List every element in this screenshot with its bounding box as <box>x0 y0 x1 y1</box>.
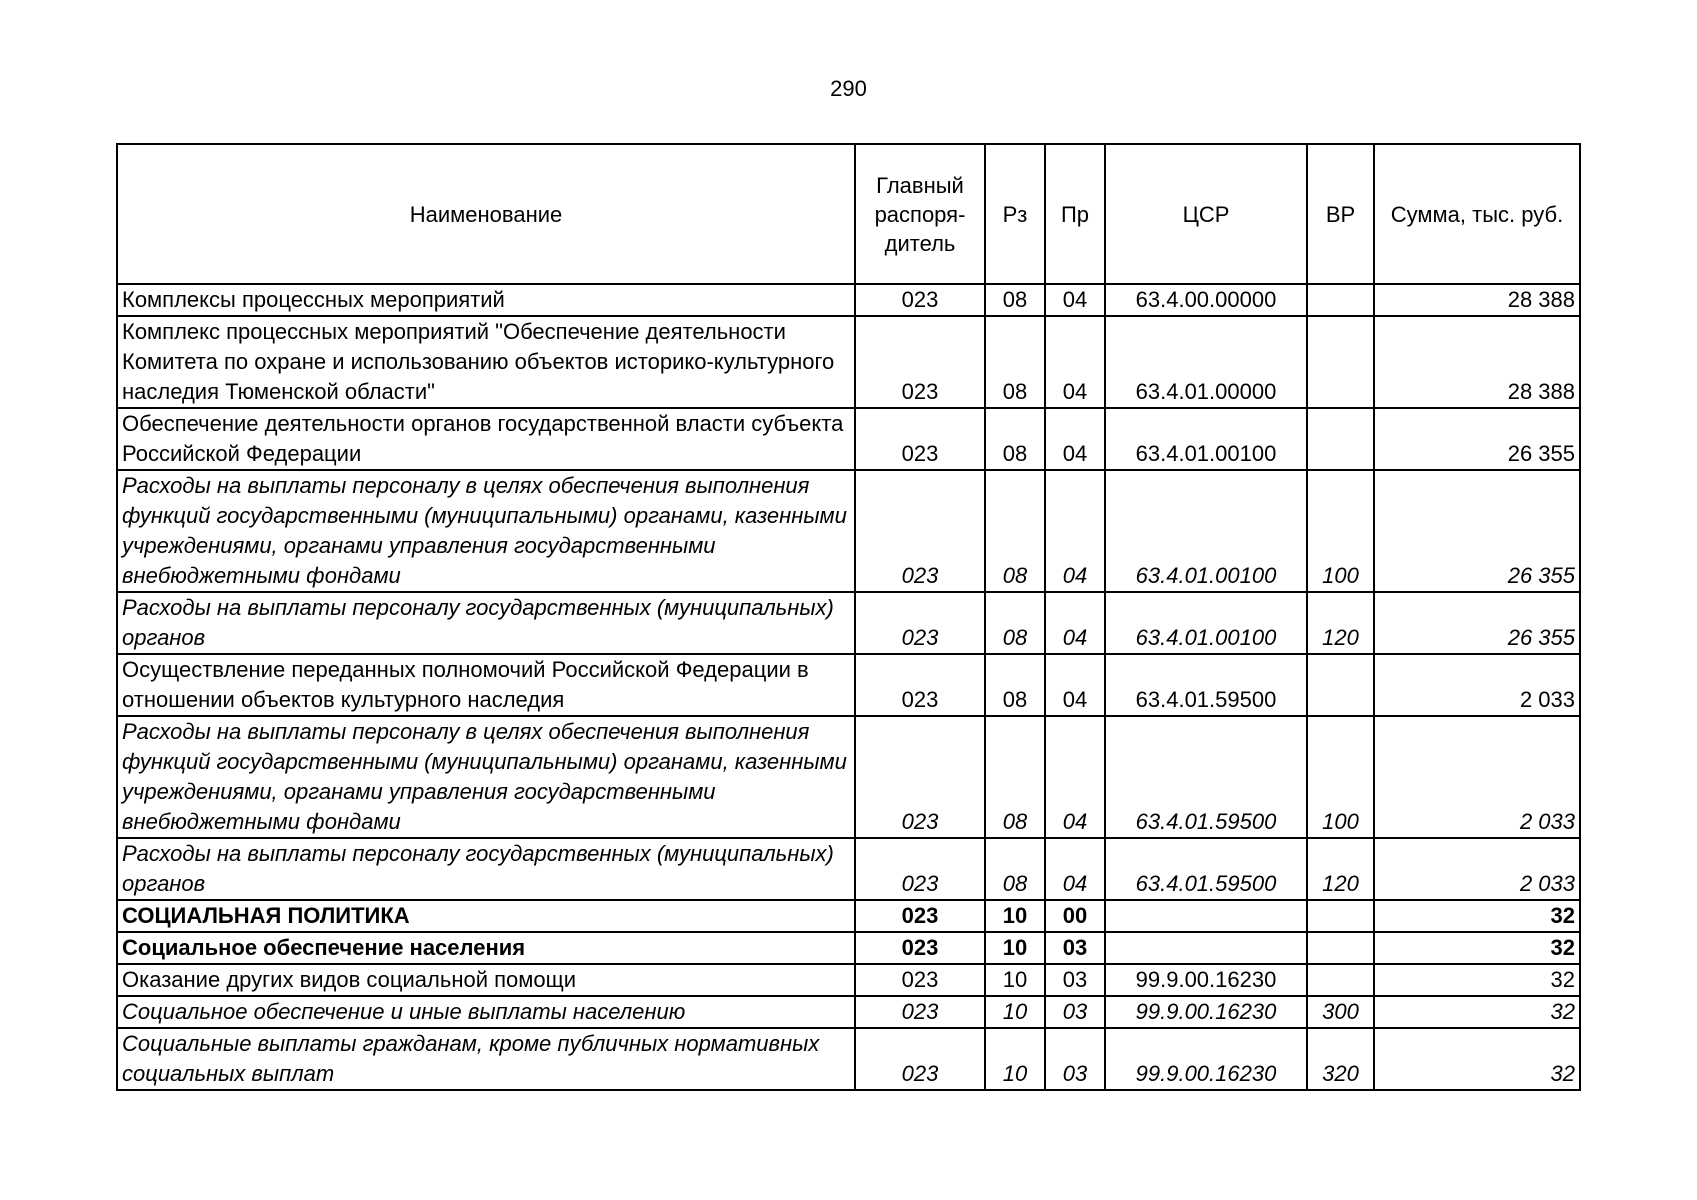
table-row <box>117 284 1580 316</box>
cell-rz: 10 <box>985 996 1045 1028</box>
cell-pr: 03 <box>1045 996 1105 1028</box>
cell-name: Оказание других видов социальной помощи <box>117 964 855 996</box>
cell-sum: 2 033 <box>1374 654 1580 716</box>
cell-sum: 26 355 <box>1374 592 1580 654</box>
cell-sum: 2 033 <box>1374 716 1580 838</box>
cell-vr: 120 <box>1307 838 1374 900</box>
cell-vr: 120 <box>1307 592 1374 654</box>
cell-csr: 63.4.01.00100 <box>1105 592 1307 654</box>
cell-vr <box>1307 284 1374 316</box>
cell-csr: 63.4.01.59500 <box>1105 838 1307 900</box>
cell-glav: 023 <box>855 316 985 408</box>
cell-vr: 320 <box>1307 1028 1374 1090</box>
cell-pr: 03 <box>1045 1028 1105 1090</box>
cell-sum: 32 <box>1374 964 1580 996</box>
cell-sum: 2 033 <box>1374 838 1580 900</box>
table-row <box>117 1028 1580 1090</box>
cell-rz: 08 <box>985 716 1045 838</box>
cell-name: Комплексы процессных мероприятий <box>117 284 855 316</box>
cell-rz: 08 <box>985 284 1045 316</box>
cell-vr <box>1307 964 1374 996</box>
cell-sum: 28 388 <box>1374 316 1580 408</box>
cell-name: Социальное обеспечение и иные выплаты населению <box>117 996 855 1028</box>
table-row <box>117 654 1580 716</box>
table-row <box>117 838 1580 900</box>
cell-name: Расходы на выплаты персоналу государственных (муниципальных) органов <box>117 838 855 900</box>
cell-rz: 08 <box>985 408 1045 470</box>
cell-name: Социальные выплаты гражданам, кроме публичных нормативных социальных выплат <box>117 1028 855 1090</box>
cell-vr <box>1307 654 1374 716</box>
cell-vr: 100 <box>1307 470 1374 592</box>
cell-name: Расходы на выплаты персоналу в целях обеспечения выполнения функций государственными (муниципальными) органами, казенными учреждениями, органами управления государственными внебюджетными фондами <box>117 470 855 592</box>
cell-glav: 023 <box>855 592 985 654</box>
cell-rz: 10 <box>985 964 1045 996</box>
cell-glav: 023 <box>855 838 985 900</box>
cell-pr: 04 <box>1045 592 1105 654</box>
cell-sum: 32 <box>1374 932 1580 964</box>
cell-rz: 08 <box>985 592 1045 654</box>
cell-sum: 32 <box>1374 900 1580 932</box>
header-sum: Сумма, тыс. руб. <box>1374 144 1580 284</box>
cell-pr: 04 <box>1045 654 1105 716</box>
cell-glav: 023 <box>855 932 985 964</box>
cell-glav: 023 <box>855 1028 985 1090</box>
cell-name: Осуществление переданных полномочий Российской Федерации в отношении объектов культурного наследия <box>117 654 855 716</box>
cell-csr: 99.9.00.16230 <box>1105 1028 1307 1090</box>
cell-sum: 26 355 <box>1374 408 1580 470</box>
header-glav: Главный распоря-дитель <box>855 144 985 284</box>
page-number: 290 <box>830 76 867 101</box>
header-vr: ВР <box>1307 144 1374 284</box>
cell-rz: 10 <box>985 932 1045 964</box>
cell-glav: 023 <box>855 470 985 592</box>
header-rz: Рз <box>985 144 1045 284</box>
table-header-row <box>117 144 1580 284</box>
table-row <box>117 900 1580 932</box>
cell-csr: 99.9.00.16230 <box>1105 996 1307 1028</box>
cell-sum: 32 <box>1374 1028 1580 1090</box>
table-row <box>117 316 1580 408</box>
cell-vr <box>1307 932 1374 964</box>
cell-csr: 63.4.01.59500 <box>1105 716 1307 838</box>
cell-sum: 32 <box>1374 996 1580 1028</box>
cell-vr <box>1307 316 1374 408</box>
cell-glav: 023 <box>855 900 985 932</box>
cell-glav: 023 <box>855 284 985 316</box>
cell-name: Обеспечение деятельности органов государственной власти субъекта Российской Федерации <box>117 408 855 470</box>
table-row <box>117 716 1580 838</box>
cell-csr: 99.9.00.16230 <box>1105 964 1307 996</box>
cell-pr: 04 <box>1045 838 1105 900</box>
cell-rz: 08 <box>985 470 1045 592</box>
cell-name: Расходы на выплаты персоналу государственных (муниципальных) органов <box>117 592 855 654</box>
table-row <box>117 592 1580 654</box>
cell-vr <box>1307 900 1374 932</box>
cell-pr: 04 <box>1045 716 1105 838</box>
cell-pr: 04 <box>1045 408 1105 470</box>
cell-rz: 10 <box>985 900 1045 932</box>
cell-glav: 023 <box>855 964 985 996</box>
cell-csr: 63.4.00.00000 <box>1105 284 1307 316</box>
cell-glav: 023 <box>855 996 985 1028</box>
cell-vr: 300 <box>1307 996 1374 1028</box>
cell-name: СОЦИАЛЬНАЯ ПОЛИТИКА <box>117 900 855 932</box>
header-csr: ЦСР <box>1105 144 1307 284</box>
cell-glav: 023 <box>855 716 985 838</box>
cell-glav: 023 <box>855 654 985 716</box>
cell-rz: 08 <box>985 654 1045 716</box>
cell-pr: 04 <box>1045 284 1105 316</box>
cell-csr: 63.4.01.00100 <box>1105 470 1307 592</box>
header-pr: Пр <box>1045 144 1105 284</box>
cell-rz: 08 <box>985 838 1045 900</box>
table-row <box>117 470 1580 592</box>
table-row <box>117 996 1580 1028</box>
cell-vr <box>1307 408 1374 470</box>
cell-csr <box>1105 932 1307 964</box>
budget-table <box>116 143 1581 1091</box>
cell-csr <box>1105 900 1307 932</box>
cell-pr: 04 <box>1045 316 1105 408</box>
cell-csr: 63.4.01.00100 <box>1105 408 1307 470</box>
cell-csr: 63.4.01.00000 <box>1105 316 1307 408</box>
cell-csr: 63.4.01.59500 <box>1105 654 1307 716</box>
cell-sum: 26 355 <box>1374 470 1580 592</box>
header-name: Наименование <box>117 144 855 284</box>
cell-pr: 03 <box>1045 964 1105 996</box>
table-row <box>117 932 1580 964</box>
cell-name: Расходы на выплаты персоналу в целях обеспечения выполнения функций государственными (муниципальными) органами, казенными учреждениями, органами управления государственными внебюджетными фондами <box>117 716 855 838</box>
table-row <box>117 964 1580 996</box>
cell-vr: 100 <box>1307 716 1374 838</box>
cell-name: Комплекс процессных мероприятий "Обеспечение деятельности Комитета по охране и использованию объектов историко-культурного наследия Тюменской области" <box>117 316 855 408</box>
cell-sum: 28 388 <box>1374 284 1580 316</box>
cell-pr: 00 <box>1045 900 1105 932</box>
cell-name: Социальное обеспечение населения <box>117 932 855 964</box>
cell-rz: 08 <box>985 316 1045 408</box>
cell-rz: 10 <box>985 1028 1045 1090</box>
cell-pr: 04 <box>1045 470 1105 592</box>
cell-glav: 023 <box>855 408 985 470</box>
cell-pr: 03 <box>1045 932 1105 964</box>
table-row <box>117 408 1580 470</box>
